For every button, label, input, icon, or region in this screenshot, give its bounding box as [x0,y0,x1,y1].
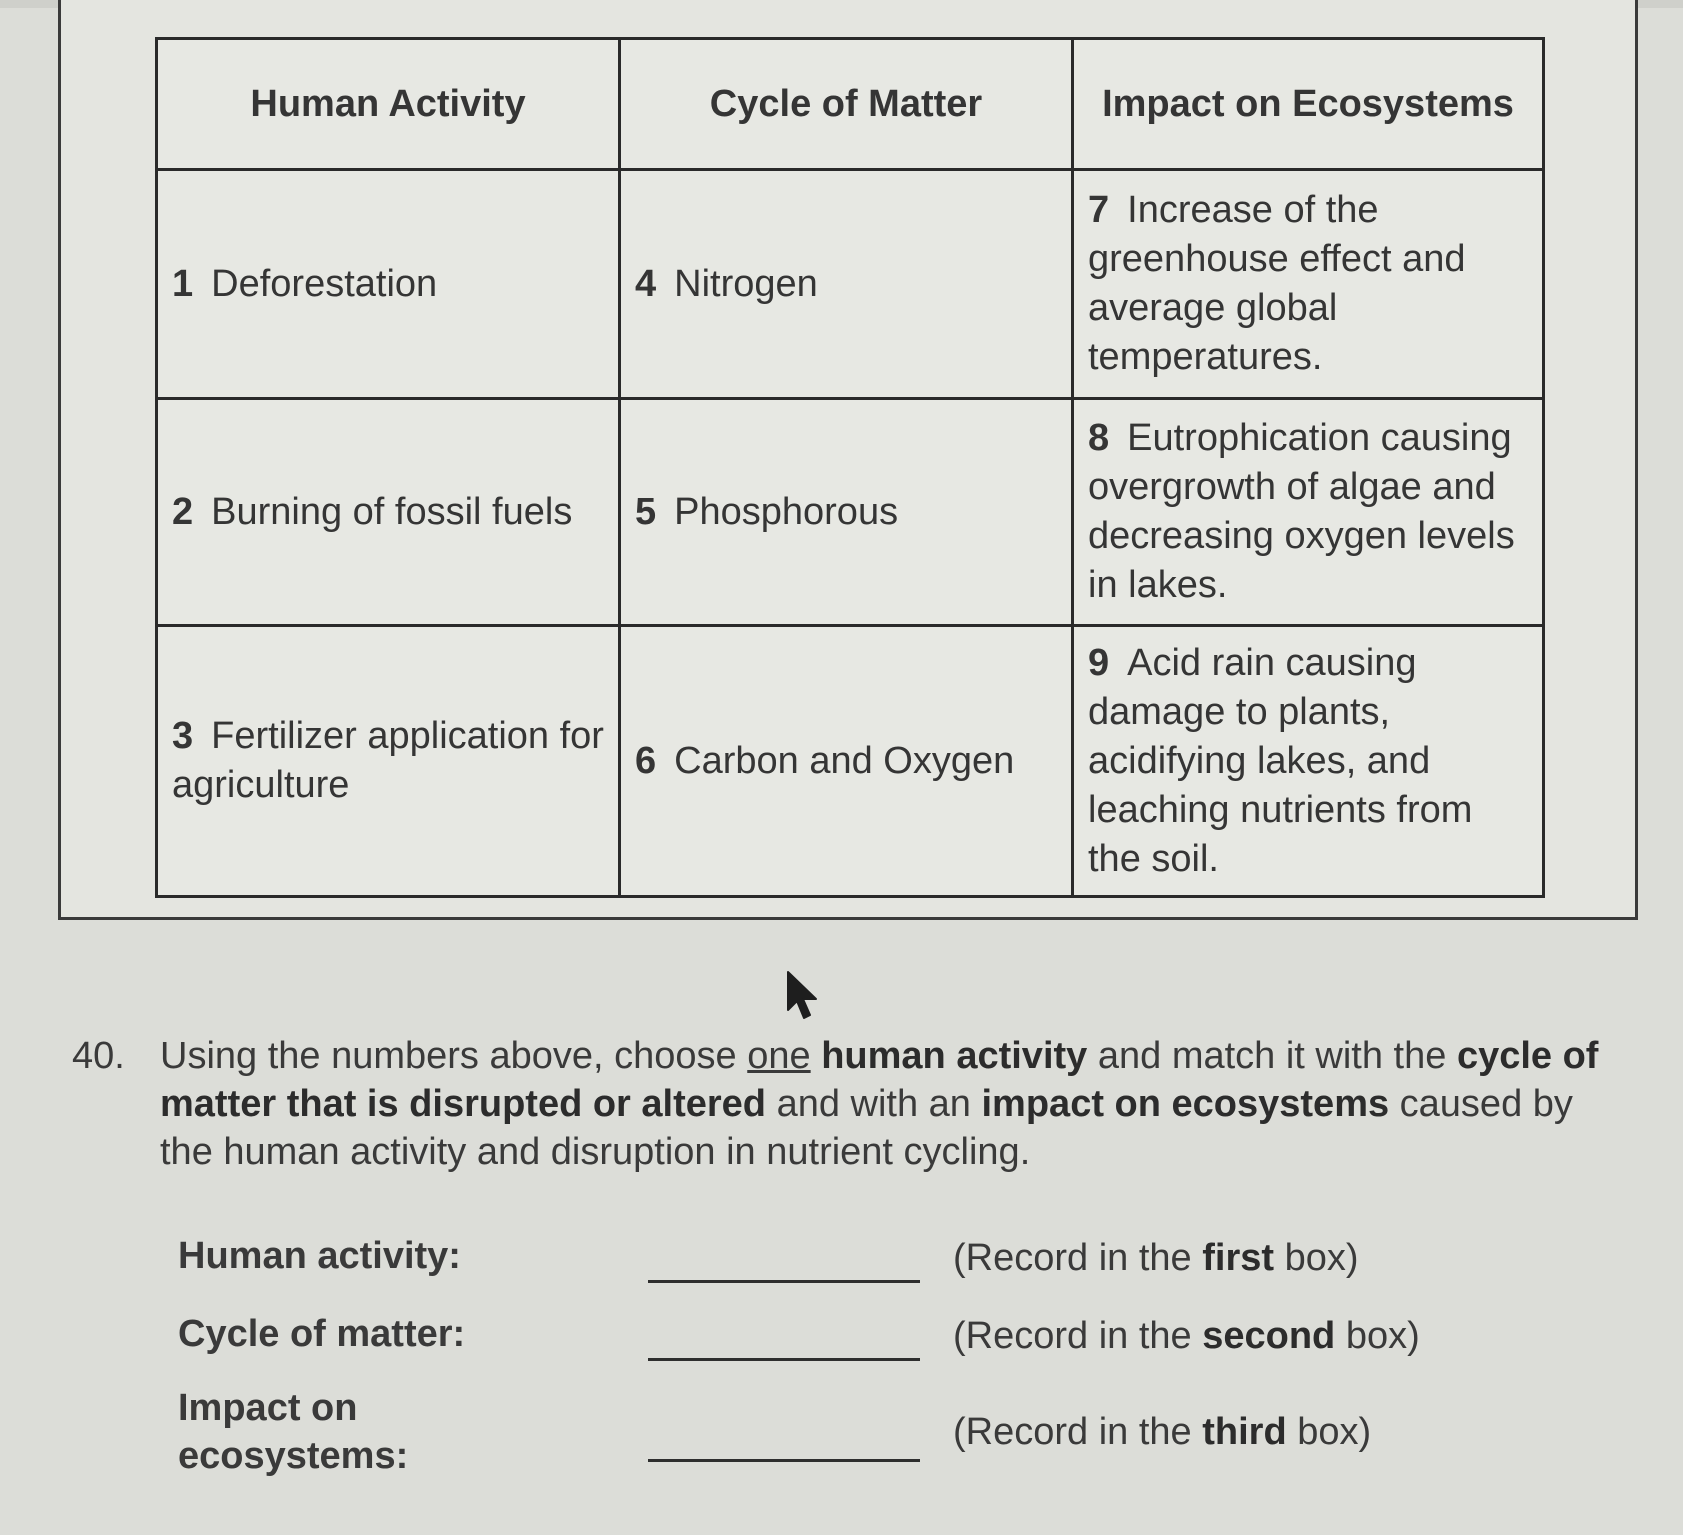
prompt-text: and with an [766,1083,982,1125]
prompt-bold: impact on ecosystems [981,1083,1390,1125]
cycle-cell [620,626,1073,897]
item-number: 3 [172,715,194,757]
answer-label: Cycle of matter: [178,1313,466,1355]
answer-label: Human activity: [178,1235,461,1277]
prompt-bold: cycle of matter that is disrupted or altered [160,1035,1599,1125]
answer-blank-human-activity[interactable] [648,1280,920,1283]
impact-cell [1073,170,1544,399]
item-text: Deforestation [211,262,438,305]
mouse-pointer-icon [786,970,820,1022]
header-human-activity: Human Activity [157,39,620,170]
question-number: 40. [72,1035,125,1077]
activity-cell [157,399,620,626]
item-text: Carbon and Oxygen [674,739,1015,782]
cycle-cell [620,170,1073,399]
instruction-text: box) [1274,1237,1359,1279]
impact-cell [1073,399,1544,626]
table-row [157,170,1544,399]
instruction-box-word: first [1202,1237,1275,1279]
item-text: Acid rain causing damage to plants, acidifying lakes, and leaching nutrients from the soil. [1088,641,1473,880]
item-number: 2 [172,490,194,533]
item-number: 1 [172,262,194,305]
answer-instruction [953,1312,1420,1360]
activity-cell [157,626,620,897]
item-number: 8 [1088,417,1110,459]
prompt-emphasis: one [747,1035,811,1077]
matter-table [155,37,1545,898]
prompt-text: caused by the human activity and disruption in nutrient cycling. [160,1083,1573,1173]
instruction-text: (Record in the [953,1411,1203,1453]
item-number: 6 [635,739,657,782]
prompt-text: and match it with the [1087,1035,1457,1077]
answer-instruction [953,1234,1359,1282]
answer-label: Impact on ecosystems: [178,1387,409,1477]
table-header-row [157,39,1544,170]
instruction-text: (Record in the [953,1237,1203,1279]
item-text: Phosphorous [674,490,899,533]
cycle-cell [620,399,1073,626]
item-number: 9 [1088,641,1110,684]
instruction-box-word: third [1202,1411,1287,1453]
instruction-text: box) [1286,1411,1372,1453]
header-impact-on-ecosystems: Impact on Ecosystems [1073,39,1544,170]
answer-blank-impact-on-ecosystems[interactable] [648,1459,920,1462]
prompt-bold: human activity [810,1035,1088,1077]
item-text: Eutrophication causing overgrowth of algae and decreasing oxygen levels in lakes. [1088,417,1515,606]
matter-table-container [155,37,1542,898]
item-number: 4 [635,262,657,305]
activity-cell [157,170,620,399]
table-row [157,399,1544,626]
instruction-text: (Record in the [953,1315,1203,1357]
answer-blank-cycle-of-matter[interactable] [648,1358,920,1361]
instruction-text: box) [1335,1315,1420,1357]
impact-cell [1073,626,1544,897]
item-text: Burning of fossil fuels [211,490,573,533]
instruction-box-word: second [1202,1315,1336,1357]
header-cycle-of-matter: Cycle of Matter [620,39,1073,170]
question-prompt [160,1032,1630,1176]
item-number: 7 [1088,189,1110,231]
prompt-text: Using the numbers above, choose [160,1035,748,1077]
item-number: 5 [635,490,657,533]
item-text: Increase of the greenhouse effect and average global temperatures. [1088,189,1466,378]
item-text: Fertilizer application for agriculture [172,715,604,806]
item-text: Nitrogen [674,262,818,305]
table-row [157,626,1544,897]
answer-instruction [953,1408,1371,1456]
